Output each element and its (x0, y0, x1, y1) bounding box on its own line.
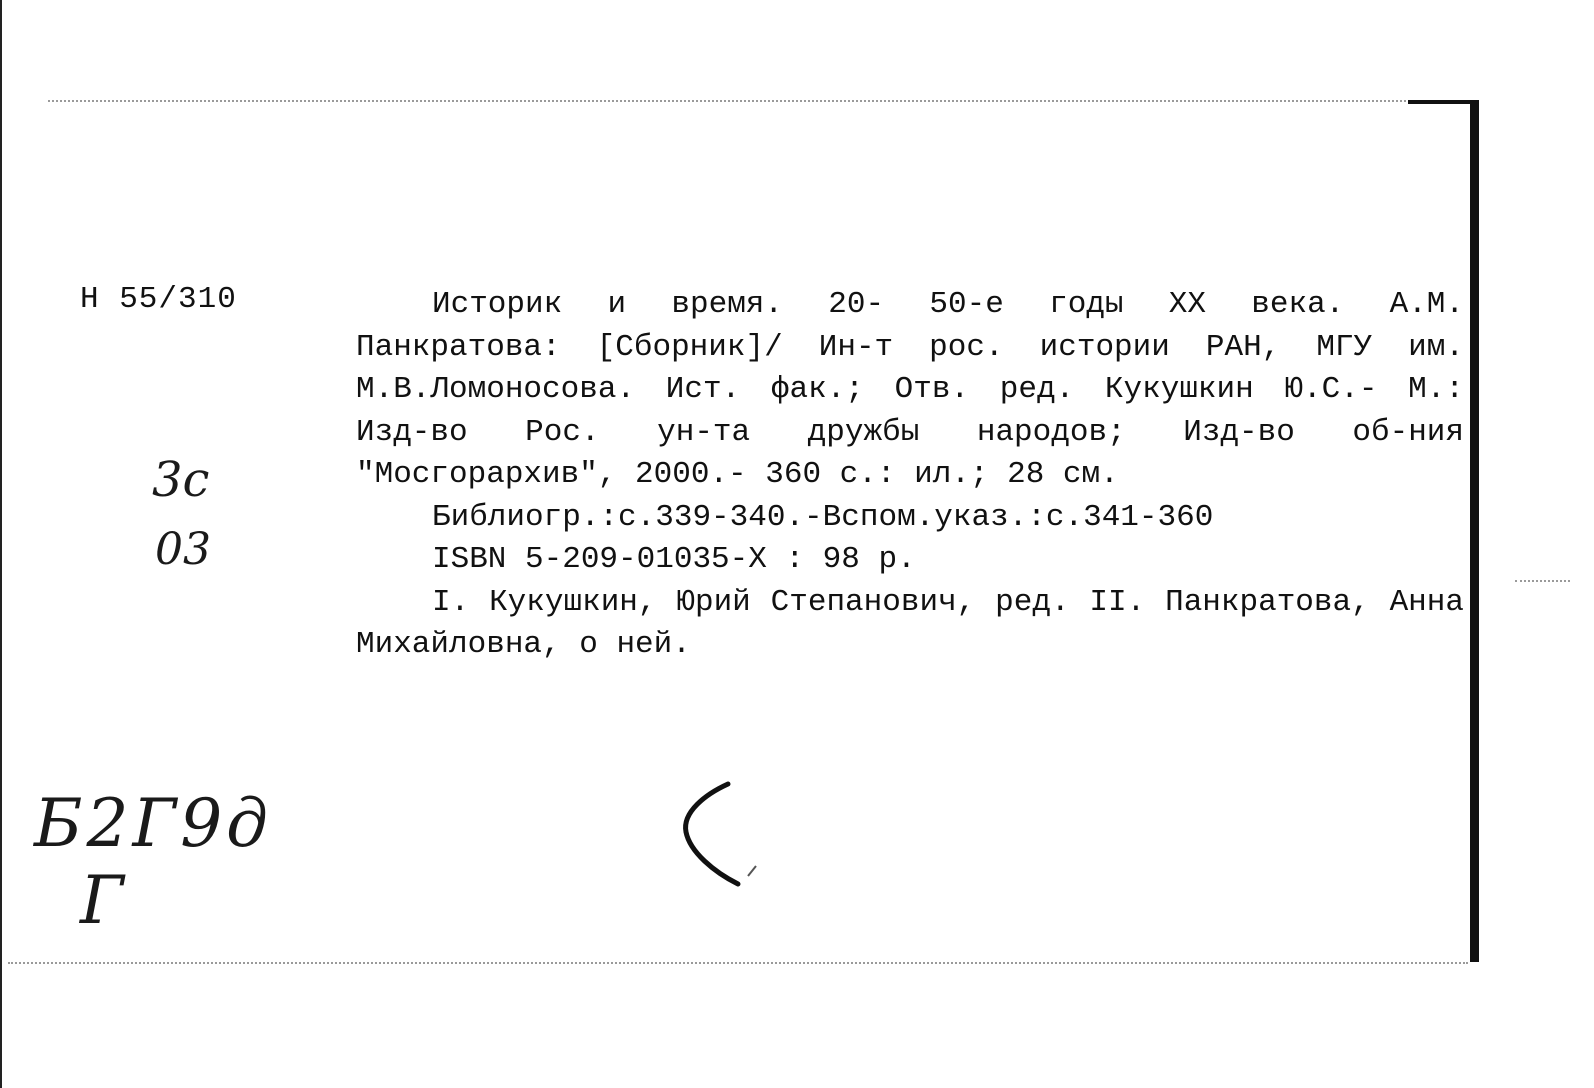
card-top-edge (48, 100, 1458, 102)
card-bottom-edge (8, 962, 1468, 964)
card-left-edge (0, 0, 2, 1088)
stray-pen-mark (676, 780, 766, 890)
handwritten-shelf-mark-2: Г (80, 862, 124, 939)
handwritten-index-2: 03 (155, 524, 211, 575)
entry-bibliography-note: Библиогр.:с.339-340.-Вспом.указ.:с.341-360 (432, 499, 1214, 535)
call-number: Н 55/310 (80, 282, 237, 317)
card-right-corner (1408, 100, 1478, 104)
handwritten-shelf-mark-1: Б2Г9д (34, 785, 273, 862)
entry-tracings: I. Кукушкин, Юрий Степанович, ред. II. Панкратова, Анна Михайловна, о ней. (356, 584, 1464, 662)
card-side-tick (1515, 580, 1570, 582)
entry-isbn: ISBN 5-209-01035-X : 98 р. (432, 542, 916, 577)
handwritten-index-1: 3с (152, 452, 210, 508)
catalog-entry (356, 284, 1464, 667)
card-right-border (1470, 100, 1479, 962)
entry-main-description: Историк и время. 20- 50-е годы XX века. А.М. Панкратова: [Сборник]/ Ин-т рос. истории РАН, МГУ им. М.В.Ломоносова. Ист. фак.; Отв. ред. Кукушкин Ю.С.- М.: Изд-во Рос. ун-та дружбы народов; Изд-во об-ния "Мосгорархив", 2000.- 360 с.: ил.; 28 см. (356, 287, 1464, 492)
